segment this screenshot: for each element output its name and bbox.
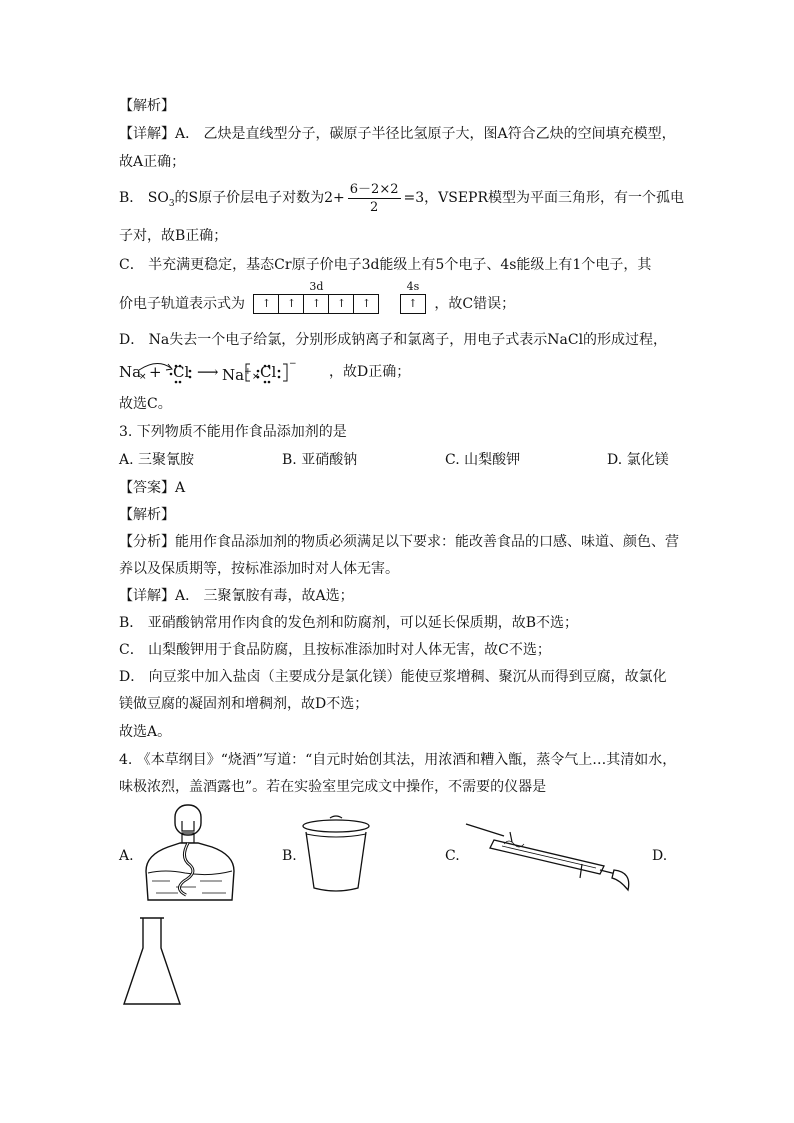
orbital-box-arrow-icon: ↑	[408, 297, 418, 310]
detail-b-prefix: B． SO	[119, 190, 169, 206]
lidded-container-icon	[300, 814, 372, 894]
q3-analysis-heading: 【解析】	[119, 507, 175, 523]
q4-option-a-label: A.	[119, 848, 134, 864]
detail-c-prefix: 价电子轨道表示式为	[119, 296, 245, 312]
detail-c-conclusion: ，故C错误；	[434, 296, 516, 312]
detail-a-line: 【详解】A． 乙炔是直线型分子，碳原子半径比氢原子大，图A符合乙炔的空间填充模型，	[119, 126, 676, 142]
analysis-heading: 【解析】	[119, 98, 175, 114]
orbital-box-arrow-icon: ↑	[304, 295, 329, 313]
detail-a-conclusion: 故A正确；	[119, 154, 186, 170]
q3-option-c: C. 山梨酸钾	[445, 452, 521, 468]
question-4-stem-1: 4. 《本草纲目》“烧酒”写道：“自元时始创其法，用浓酒和糟入甑，蒸令气上…其清如水，	[119, 752, 677, 768]
q3-detail-d-1: D． 向豆浆中加入盐卤（主要成分是氯化镁）能使豆浆增稠、聚沉从而得到豆腐，故氯化	[119, 669, 667, 685]
q4-option-d-label: D.	[652, 848, 668, 864]
question-4-stem-2: 味极浓烈，盖酒露也”。若在实验室里完成文中操作，不需要的仪器是	[119, 779, 547, 795]
detail-b-conclusion: 子对，故B正确；	[119, 228, 228, 244]
detail-c-orbital-line	[119, 280, 516, 316]
q3-option-b: B. 亚硝酸钠	[282, 452, 358, 468]
orbital-3d-boxes	[253, 294, 379, 314]
q4-option-c-label: C.	[445, 848, 460, 864]
orbital-box-arrow-icon: ↑	[254, 295, 279, 313]
chloride-ion-symbol: Cl	[260, 363, 277, 381]
orbital-3d	[253, 280, 379, 314]
conical-flask-icon	[120, 914, 184, 1010]
detail-d-conclusion: ，故D正确；	[329, 364, 411, 380]
orbital-4s-label: 4s	[406, 280, 420, 293]
sodium-symbol: Na	[119, 363, 142, 381]
condenser-tube-icon	[464, 820, 634, 892]
reaction-arrow-icon: ⟶	[197, 363, 219, 381]
electron-dot-equation	[119, 360, 329, 384]
detail-b-line	[119, 180, 684, 216]
choice-conclusion-q2: 故选C。	[119, 396, 172, 412]
detail-c-line: C． 半充满更稳定，基态Cr原子价电子3d能级上有5个电子、4s能级上有1个电子，其	[119, 257, 652, 273]
question-3-stem: 3. 下列物质不能用作食品添加剂的是	[119, 424, 347, 440]
sodium-ion-symbol: Na+	[222, 366, 252, 384]
electron-pair-fraction	[348, 181, 401, 216]
q3-detail-a: 【详解】A． 三聚氰胺有毒，故A选；	[119, 588, 354, 604]
q3-detail-d-2: 镁做豆腐的凝固剂和增稠剂，故D不选；	[119, 696, 369, 712]
orbital-4s-boxes	[400, 294, 426, 314]
detail-d-line: D． Na失去一个电子给氯，分别形成钠离子和氯离子，用电子式表示NaCl的形成过程，	[119, 332, 668, 348]
fraction-denominator: 2	[370, 199, 379, 215]
orbital-4s	[400, 280, 426, 314]
orbital-box-arrow-icon: ↑	[361, 297, 372, 310]
detail-b-result: =3，VSEPR模型为平面三角形，有一个孤电	[403, 190, 685, 206]
q3-answer: 【答案】A	[119, 480, 186, 496]
q3-detail-c: C． 山梨酸钾用于食品防腐，且按标准添加时对人体无害，故C不选；	[119, 642, 551, 658]
orbital-box-arrow-icon: ↑	[329, 295, 354, 313]
chloride-charge: −	[289, 359, 297, 369]
orbital-box-arrow-icon: ↑	[279, 295, 304, 313]
svg-text:×: ×	[252, 372, 260, 382]
so3-subscript: 3	[168, 198, 175, 209]
chlorine-symbol: Cl	[173, 363, 190, 381]
nacl-formation-line	[119, 360, 410, 384]
q3-analysis-line-1: 【分析】能用作食品添加剂的物质必须满足以下要求：能改善食品的口感、味道、颜色、营	[119, 534, 679, 550]
q3-conclusion: 故选A。	[119, 724, 172, 740]
svg-text:×: ×	[139, 372, 147, 382]
detail-b-text: 的S原子价层电子对数为2+	[174, 190, 345, 206]
q3-detail-b: B． 亚硝酸钠常用作肉食的发色剂和防腐剂，可以延长保质期，故B不选；	[119, 615, 579, 631]
alcohol-lamp-icon	[140, 803, 240, 903]
orbital-3d-label: 3d	[309, 280, 324, 293]
q3-analysis-line-2: 养以及保质期等，按标准添加时对人体无害。	[119, 561, 399, 577]
q3-option-a: A. 三聚氰胺	[119, 452, 195, 468]
plus-sign: +	[149, 363, 162, 381]
fraction-numerator: 6－2×2	[349, 181, 399, 197]
q4-option-b-label: B.	[282, 848, 297, 864]
q3-option-d: D. 氯化镁	[607, 452, 669, 468]
